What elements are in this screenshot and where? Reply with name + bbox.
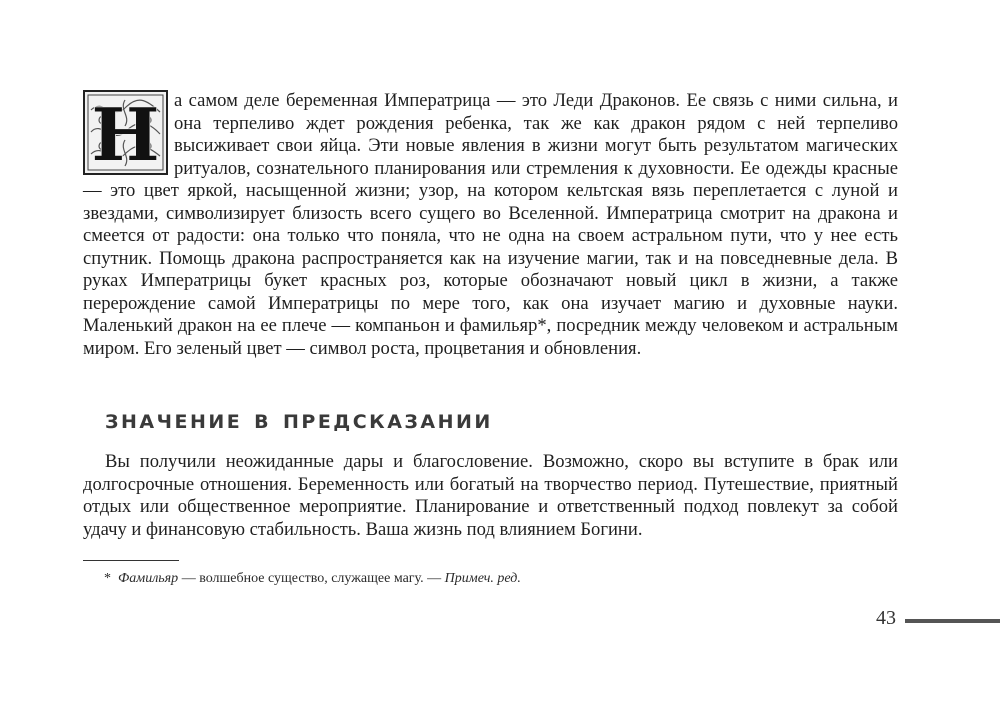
page-number-rule bbox=[905, 619, 1000, 623]
footnote bbox=[104, 570, 804, 588]
prediction-paragraph bbox=[83, 451, 898, 541]
ornamental-initial-art bbox=[83, 90, 168, 175]
footnote-term: Фамильяр bbox=[118, 571, 179, 586]
footnote-marker: * bbox=[104, 571, 111, 586]
section-heading: значение в предсказании bbox=[105, 404, 493, 435]
intro-text: а самом деле беременная Императрица — это Леди Драконов. Ее связь с ними сильна, и она терпеливо ждет рождения ребенка, так же как дракон рядом с ней терпеливо высиживает свои яйца. Эти новые явления в жизни могут быть результатом магических ритуалов, сознательного планирования или стремления к духовности. Ее одежды красные — это цвет яркой, насыщенной жизни; узор, на котором кельтская вязь переплетается с луной и звездами, символизирует близость всего сущего во Вселенной. Императрица смотрит на дракона и смеется от радости: она только что поняла, что не одна на своем астральном пути, что у нее есть спутник. Помощь дракона распространяется как на изучение магии, так и на повседневные дела. В руках Императрицы букет красных роз, которые обозначают новый цикл в жизни, а также перерождение самой Императрицы по мере того, как она изучает магию и духовные науки. Маленький дракон на ее плече — компаньон и фамильяр*, посредник между человеком и астральным миром. Его зеленый цвет — символ роста, процветания и обновления. bbox=[83, 90, 898, 359]
footnote-divider bbox=[83, 560, 179, 561]
ornamental-initial bbox=[83, 90, 168, 175]
footnote-source: Примеч. ред. bbox=[444, 571, 521, 586]
initial-letter: Н bbox=[91, 92, 160, 175]
intro-paragraph bbox=[83, 90, 898, 360]
prediction-text: Вы получили неожиданные дары и благословение. Возможно, скоро вы вступите в брак или долгосрочные отношения. Беременность или богатый на творчество период. Путешествие, приятный отдых или общественное мероприятие. Планирование и ответственный подход повлекут за собой удачу и финансовую стабильность. Ваша жизнь под влиянием Богини. bbox=[83, 451, 898, 540]
footnote-definition: — волшебное существо, служащее магу. — bbox=[178, 571, 445, 586]
page-number: 43 bbox=[876, 607, 896, 629]
